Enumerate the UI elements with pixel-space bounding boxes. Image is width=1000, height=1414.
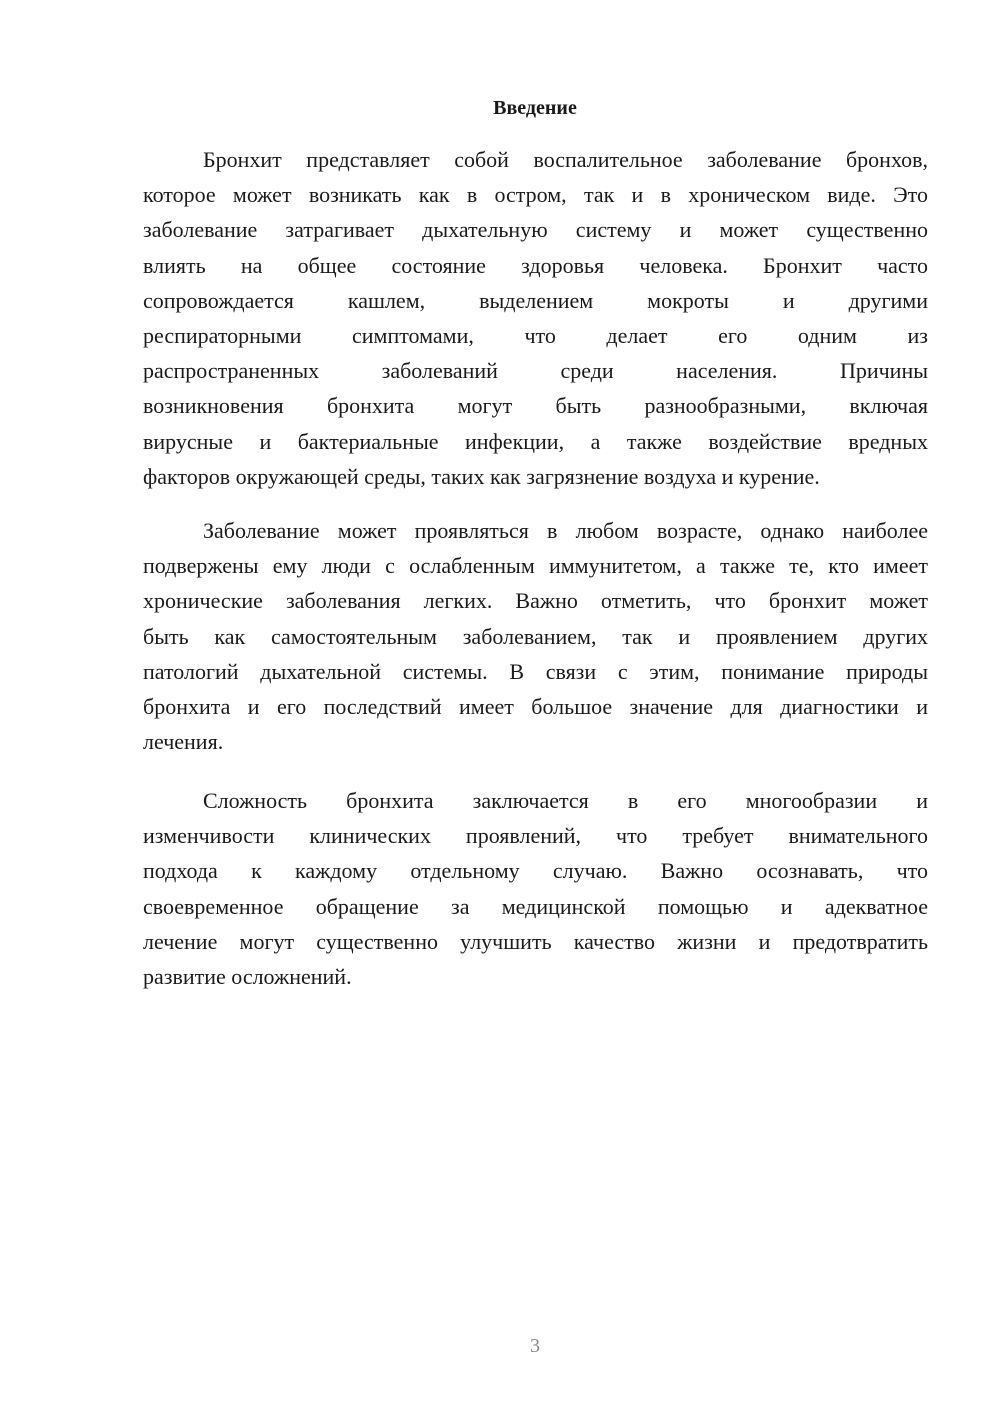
text-line: развитие осложнений. — [143, 963, 352, 989]
text-line: Сложность бронхита заключается в его многообразии и — [203, 788, 928, 813]
text-line: быть как самостоятельным заболеванием, так и проявлением других — [143, 623, 928, 649]
text-line: бронхита и его последствий имеет большое значение для диагностики и — [143, 693, 928, 719]
section-title: Введение — [493, 97, 577, 119]
text-line: распространенных заболеваний среди населения. Причины — [143, 358, 928, 384]
paragraph-3 — [143, 783, 928, 994]
text-line: подхода к каждому отдельному случаю. Важно осознавать, что — [143, 858, 928, 884]
text-line: лечение могут существенно улучшить качество жизни и предотвратить — [143, 928, 928, 954]
text-line: лечения. — [143, 729, 224, 755]
text-line: Заболевание может проявляться в любом возрасте, однако наиболее — [203, 518, 928, 543]
text-line: факторов окружающей среды, таких как загрязнение воздуха и курение. — [143, 463, 820, 489]
text-line: вирусные и бактериальные инфекции, а также воздействие вредных — [143, 428, 928, 454]
text-line: которое может возникать как в остром, так и в хроническом виде. Это — [143, 182, 928, 208]
text-line: респираторными симптомами, что делает его одним из — [143, 322, 928, 348]
text-line: Бронхит представляет собой воспалительное заболевание бронхов, — [203, 147, 928, 172]
paragraph-2 — [143, 513, 928, 759]
text-line: подвержены ему люди с ослабленным иммунитетом, а также те, кто имеет — [143, 553, 928, 579]
page-number: 3 — [530, 1335, 540, 1357]
text-line: изменчивости клинических проявлений, что требует внимательного — [143, 823, 928, 849]
text-line: влиять на общее состояние здоровья человека. Бронхит часто — [143, 252, 928, 278]
text-line: сопровождается кашлем, выделением мокроты и другими — [143, 287, 928, 313]
text-line: возникновения бронхита могут быть разнообразными, включая — [143, 393, 928, 419]
text-line: хронические заболевания легких. Важно отметить, что бронхит может — [143, 588, 928, 614]
text-line: патологий дыхательной системы. В связи с этим, понимание природы — [143, 658, 928, 684]
paragraph-1 — [143, 142, 928, 494]
text-line: заболевание затрагивает дыхательную систему и может существенно — [143, 217, 928, 243]
text-line: своевременное обращение за медицинской помощью и адекватное — [143, 893, 928, 919]
